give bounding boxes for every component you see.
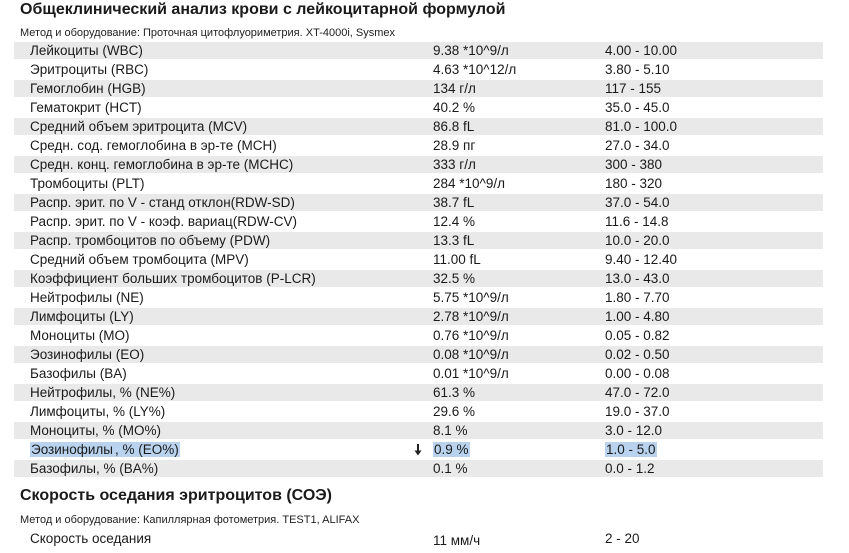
table-row — [0, 459, 849, 478]
table-row — [0, 269, 849, 288]
analyte-name: Распр. эрит. по V - станд отклон(RDW-SD) — [30, 195, 295, 210]
result-value: 86.8 fL — [433, 119, 475, 134]
analyte-name: Коэффициент больших тромбоцитов (P-LCR) — [30, 271, 316, 286]
table-row — [0, 79, 849, 98]
result-value: 11 мм/ч — [433, 533, 481, 548]
table-row — [0, 98, 849, 117]
reference-range: 3.0 - 12.0 — [605, 423, 663, 438]
result-value: 0.08 *10^9/л — [433, 347, 509, 362]
result-value: 12.4 % — [433, 214, 476, 229]
analyte-name: Нейтрофилы (NE) — [30, 290, 144, 305]
result-value: 333 г/л — [433, 157, 476, 172]
table-row — [0, 174, 849, 193]
report-title: Общеклинический анализ крови с лейкоцитарной формулой — [20, 1, 506, 18]
result-value: 0.76 *10^9/л — [433, 328, 509, 343]
result-value: 13.3 fL — [433, 233, 475, 248]
analyte-name: Лимфоциты (LY) — [30, 309, 134, 324]
reference-range: 11.6 - 14.8 — [605, 214, 669, 229]
result-value: 40.2 % — [433, 100, 476, 115]
analyte-name: Распр. тромбоцитов по объему (PDW) — [30, 233, 271, 248]
reference-range: 0.0 - 1.2 — [605, 461, 655, 476]
result-value: 11.00 fL — [433, 252, 481, 267]
table-row — [0, 529, 849, 548]
table-row — [0, 421, 849, 440]
analyte-name: Моноциты, % (MO%) — [30, 423, 162, 438]
reference-range[interactable]: 1.0 - 5.0 — [606, 442, 656, 457]
reference-range: 37.0 - 54.0 — [605, 195, 670, 210]
reference-range: 19.0 - 37.0 — [605, 404, 670, 419]
result-value: 38.7 fL — [433, 195, 475, 210]
table-row — [0, 231, 849, 250]
low-arrow-icon — [413, 444, 423, 456]
reference-range: 81.0 - 100.0 — [605, 119, 678, 134]
analyte-name: Гематокрит (HCT) — [30, 100, 142, 115]
result-value: 5.75 *10^9/л — [433, 290, 509, 305]
analyte-name: Распр. эрит. по V - коэф. вариац(RDW-CV) — [30, 214, 297, 229]
reference-range: 9.40 - 12.40 — [605, 252, 678, 267]
analyte-name: Базофилы (BA) — [30, 366, 127, 381]
result-value: 4.63 *10^12/л — [433, 62, 517, 77]
reference-range: 0.00 - 0.08 — [605, 366, 670, 381]
table-row — [0, 250, 849, 269]
table-row — [0, 136, 849, 155]
reference-range: 4.00 - 10.00 — [605, 43, 678, 58]
analyte-name: Лимфоциты, % (LY%) — [30, 404, 166, 419]
reference-range: 47.0 - 72.0 — [605, 385, 670, 400]
result-value: 29.6 % — [433, 404, 476, 419]
table-row — [0, 383, 849, 402]
analyte-name: Эритроциты (RBC) — [30, 62, 149, 77]
result-value: 28.9 пг — [433, 138, 476, 153]
table-row — [0, 345, 849, 364]
table-row — [0, 41, 849, 60]
reference-range: 35.0 - 45.0 — [605, 100, 670, 115]
result-value: 0.1 % — [433, 461, 468, 476]
table-row-selected[interactable] — [0, 440, 849, 459]
table-row — [0, 212, 849, 231]
reference-range: 1.80 - 7.70 — [605, 290, 670, 305]
analyte-name: Моноциты (MO) — [30, 328, 130, 343]
reference-range: 2 - 20 — [605, 531, 640, 546]
table-row — [0, 155, 849, 174]
section-title: Скорость оседания эритроцитов (СОЭ) — [20, 487, 332, 504]
table-row — [0, 326, 849, 345]
analyte-name: Лейкоциты (WBC) — [30, 43, 143, 58]
reference-range: 0.02 - 0.50 — [605, 347, 670, 362]
analyte-name: Средний объем эритроцита (MCV) — [30, 119, 248, 134]
table-row — [0, 288, 849, 307]
analyte-name: Средн. конц. гемоглобина в эр-те (MCHC) — [30, 157, 294, 172]
reference-range: 10.0 - 20.0 — [605, 233, 670, 248]
reference-range: 180 - 320 — [605, 176, 663, 191]
reference-range: 1.00 - 4.80 — [605, 309, 670, 324]
table-row — [0, 364, 849, 383]
result-value: 284 *10^9/л — [433, 176, 506, 191]
table-row — [0, 60, 849, 79]
results-table — [0, 41, 849, 478]
method-line: Метод и оборудование: Капиллярная фотометрия. TEST1, ALIFAX — [20, 514, 360, 526]
result-value: 8.1 % — [433, 423, 468, 438]
result-value: 0.01 *10^9/л — [433, 366, 509, 381]
result-value: 61.3 % — [433, 385, 476, 400]
reference-range: 27.0 - 34.0 — [605, 138, 670, 153]
analyte-name: Средн. сод. гемоглобина в эр-те (MCH) — [30, 138, 277, 153]
reference-range: 300 - 380 — [605, 157, 663, 172]
analyte-name: Тромбоциты (PLT) — [30, 176, 145, 191]
table-row — [0, 307, 849, 326]
method-line: Метод и оборудование: Проточная цитофлуориметрия. XT-4000i, Sysmex — [20, 27, 396, 39]
table-row — [0, 402, 849, 421]
selected-text[interactable]: Эозинофилы — [31, 442, 113, 457]
result-value: 134 г/л — [433, 81, 476, 96]
result-value[interactable]: 0.9 % — [434, 442, 469, 457]
reference-range: 117 - 155 — [605, 81, 662, 96]
reference-range: 3.80 - 5.10 — [605, 62, 670, 77]
analyte-name: Средний объем тромбоцита (MPV) — [30, 252, 249, 267]
analyte-name: Базофилы, % (BA%) — [30, 461, 159, 476]
analyte-name: Эозинофилы (EO) — [30, 347, 145, 362]
result-value: 9.38 *10^9/л — [433, 43, 509, 58]
result-value: 32.5 % — [433, 271, 476, 286]
table-row — [0, 193, 849, 212]
result-value: 2.78 *10^9/л — [433, 309, 509, 324]
reference-range: 0.05 - 0.82 — [605, 328, 670, 343]
table-row — [0, 117, 849, 136]
reference-range: 13.0 - 43.0 — [605, 271, 670, 286]
analyte-name: Скорость оседания — [30, 531, 152, 546]
analyte-name-suffix[interactable]: , % (EO%) — [114, 442, 179, 457]
analyte-name: Нейтрофилы, % (NE%) — [30, 385, 176, 400]
analyte-name: Гемоглобин (HGB) — [30, 81, 146, 96]
analyte-name[interactable] — [30, 440, 180, 459]
